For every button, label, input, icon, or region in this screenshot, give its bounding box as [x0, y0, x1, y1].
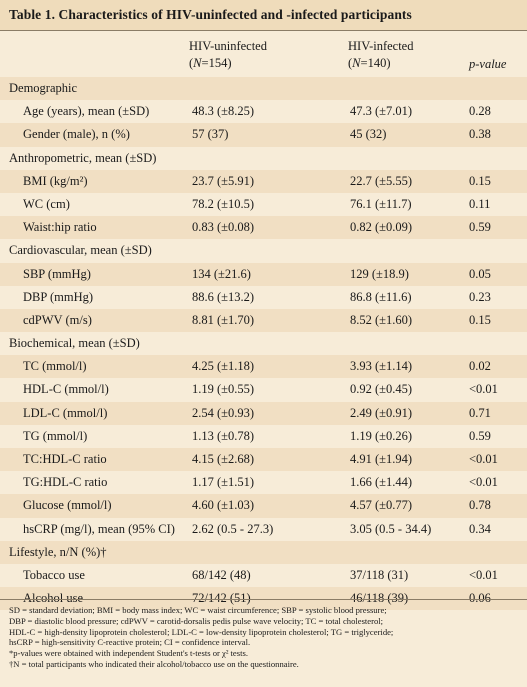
table-body — [0, 77, 527, 610]
footnote-line: DBP = diastolic blood pressure; cdPWV = carotid-dorsalis pedis pulse wave velocity; TC = total cholesterol; — [9, 615, 384, 626]
value-hiv-infected: 3.05 (0.5 - 34.4) — [350, 521, 432, 536]
value-hiv-infected: 45 (32) — [350, 127, 387, 142]
table-row — [0, 425, 527, 448]
header-hiv-infected-n: (N=140) — [348, 56, 391, 70]
table-row — [0, 286, 527, 309]
value-p: 0.15 — [469, 312, 491, 327]
table-row — [0, 355, 527, 378]
row-label: SBP (mmHg) — [23, 266, 91, 281]
footnote-line: SD = standard deviation; BMI = body mass index; WC = waist circumference; SBP = systolic blood pressure; — [9, 605, 387, 615]
value-p: 0.06 — [469, 591, 491, 606]
value-hiv-infected: 1.19 (±0.26) — [350, 428, 413, 443]
header-hiv-infected — [348, 38, 414, 72]
value-hiv-uninfected: 4.15 (±2.68) — [192, 452, 255, 466]
table-row — [0, 378, 527, 401]
header-hiv-infected-label: HIV-infected — [348, 39, 414, 53]
row-label: DBP (mmHg) — [23, 289, 94, 304]
table-row — [0, 123, 527, 146]
row-label: TG:HDL-C ratio — [23, 475, 108, 490]
value-hiv-infected: 76.1 (±11.7) — [350, 196, 412, 211]
table-row — [0, 170, 527, 193]
row-label: BMI (kg/m²) — [23, 173, 88, 188]
footnote-line: hsCRP = high-sensitivity C-reactive protein; CI = confidence interval. — [9, 637, 251, 648]
table-row — [0, 100, 527, 123]
value-p: 0.28 — [469, 104, 491, 119]
value-hiv-infected: 0.92 (±0.45) — [350, 382, 413, 397]
value-hiv-infected: 129 (±18.9) — [350, 266, 409, 281]
footnote-line: *p-values were obtained with independent Student's t-tests or χ² tests. — [9, 648, 248, 659]
value-hiv-infected: 46/118 (39) — [350, 591, 409, 606]
table-title: Table 1. Characteristics of HIV-uninfected and -infected participants — [0, 0, 527, 31]
row-label: Gender (male), n (%) — [23, 127, 130, 142]
value-p: 0.23 — [469, 289, 491, 304]
section-label: Demographic — [9, 81, 78, 95]
value-p: <0.01 — [469, 475, 498, 490]
value-p: 0.78 — [469, 498, 491, 513]
header-hiv-uninfected — [189, 38, 267, 72]
value-hiv-infected: 1.66 (±1.44) — [350, 475, 413, 490]
section-label: Anthropometric, mean (±SD) — [9, 150, 157, 165]
row-label: TC (mmol/l) — [23, 359, 87, 374]
section-label: Biochemical, mean (±SD) — [9, 336, 140, 351]
value-hiv-uninfected: 68/142 (48) — [192, 567, 251, 582]
value-p: 0.15 — [469, 173, 491, 188]
table-row — [0, 193, 527, 216]
value-hiv-uninfected: 1.13 (±0.78) — [192, 428, 255, 443]
section-label: Lifestyle, n/N (%)† — [9, 544, 107, 559]
value-p: 0.59 — [469, 428, 491, 443]
row-label: TC:HDL-C ratio — [23, 452, 107, 466]
table-footnotes — [0, 599, 527, 670]
row-label: HDL-C (mmol/l) — [23, 382, 109, 397]
row-label: WC (cm) — [23, 196, 70, 211]
row-label: Age (years), mean (±SD) — [23, 104, 150, 119]
value-p: <0.01 — [469, 567, 498, 582]
value-hiv-infected: 37/118 (31) — [350, 567, 409, 582]
value-hiv-uninfected: 78.2 (±10.5) — [192, 196, 255, 211]
value-p: 0.11 — [469, 196, 491, 211]
table-row — [0, 402, 527, 425]
section-label: Cardiovascular, mean (±SD) — [9, 243, 152, 258]
section-header-row — [0, 77, 527, 100]
table-row — [0, 494, 527, 517]
value-p: 0.05 — [469, 266, 491, 281]
header-hiv-uninfected-label: HIV-uninfected — [189, 39, 267, 53]
value-hiv-uninfected: 23.7 (±5.91) — [192, 173, 255, 188]
value-hiv-infected: 8.52 (±1.60) — [350, 312, 413, 327]
value-p: <0.01 — [469, 452, 498, 466]
header-hiv-uninfected-n: (N=154) — [189, 56, 232, 70]
section-header-row — [0, 541, 527, 564]
value-p: 0.71 — [469, 405, 491, 420]
table-row — [0, 471, 527, 494]
row-label: TG (mmol/l) — [23, 428, 88, 443]
value-hiv-uninfected: 2.54 (±0.93) — [192, 405, 255, 420]
value-p: 0.02 — [469, 359, 491, 374]
value-p: 0.38 — [469, 127, 491, 142]
value-hiv-infected: 4.57 (±0.77) — [350, 498, 413, 513]
section-header-row — [0, 147, 527, 170]
value-hiv-infected: 4.91 (±1.94) — [350, 452, 413, 466]
row-label: Tobacco use — [23, 567, 85, 582]
value-p: <0.01 — [469, 382, 498, 397]
row-label: LDL-C (mmol/l) — [23, 405, 108, 420]
value-hiv-uninfected: 0.83 (±0.08) — [192, 220, 255, 235]
value-hiv-uninfected: 88.6 (±13.2) — [192, 289, 255, 304]
value-hiv-infected: 22.7 (±5.55) — [350, 173, 413, 188]
value-hiv-infected: 3.93 (±1.14) — [350, 359, 413, 374]
value-hiv-uninfected: 4.60 (±1.03) — [192, 498, 255, 513]
value-hiv-uninfected: 4.25 (±1.18) — [192, 359, 255, 374]
table-row — [0, 263, 527, 286]
table-row — [0, 518, 527, 541]
footnote-line: †N = total participants who indicated their alcohol/tobacco use on the questionnaire. — [9, 658, 299, 669]
value-hiv-infected: 2.49 (±0.91) — [350, 405, 413, 420]
table-row — [0, 564, 527, 587]
table-row — [0, 448, 527, 471]
row-label: Alcohol use — [23, 591, 84, 606]
value-hiv-infected: 86.8 (±11.6) — [350, 289, 412, 304]
row-label: Glucose (mmol/l) — [23, 498, 112, 513]
value-p: 0.59 — [469, 220, 491, 235]
header-p-value: p-value — [469, 57, 507, 71]
value-hiv-uninfected: 2.62 (0.5 - 27.3) — [192, 521, 274, 536]
value-hiv-uninfected: 72/142 (51) — [192, 591, 251, 606]
table-row — [0, 216, 527, 239]
footnote-line: HDL-C = high-density lipoprotein cholesterol; LDL-C = low-density lipoprotein cholesterol; TG = triglyceride; — [9, 626, 394, 637]
row-label: hsCRP (mg/l), mean (95% CI) — [23, 521, 175, 536]
value-hiv-infected: 47.3 (±7.01) — [350, 104, 413, 119]
value-hiv-uninfected: 134 (±21.6) — [192, 266, 251, 281]
value-p: 0.34 — [469, 521, 491, 536]
value-hiv-infected: 0.82 (±0.09) — [350, 220, 413, 235]
value-hiv-uninfected: 48.3 (±8.25) — [192, 104, 255, 119]
section-header-row — [0, 239, 527, 262]
table-header — [0, 31, 527, 78]
value-hiv-uninfected: 1.17 (±1.51) — [192, 475, 255, 490]
section-header-row — [0, 332, 527, 355]
value-hiv-uninfected: 1.19 (±0.55) — [192, 382, 255, 397]
row-label: cdPWV (m/s) — [23, 312, 92, 327]
value-hiv-uninfected: 57 (37) — [192, 127, 229, 142]
table-row — [0, 309, 527, 332]
value-hiv-uninfected: 8.81 (±1.70) — [192, 312, 255, 327]
row-label: Waist:hip ratio — [23, 220, 97, 235]
